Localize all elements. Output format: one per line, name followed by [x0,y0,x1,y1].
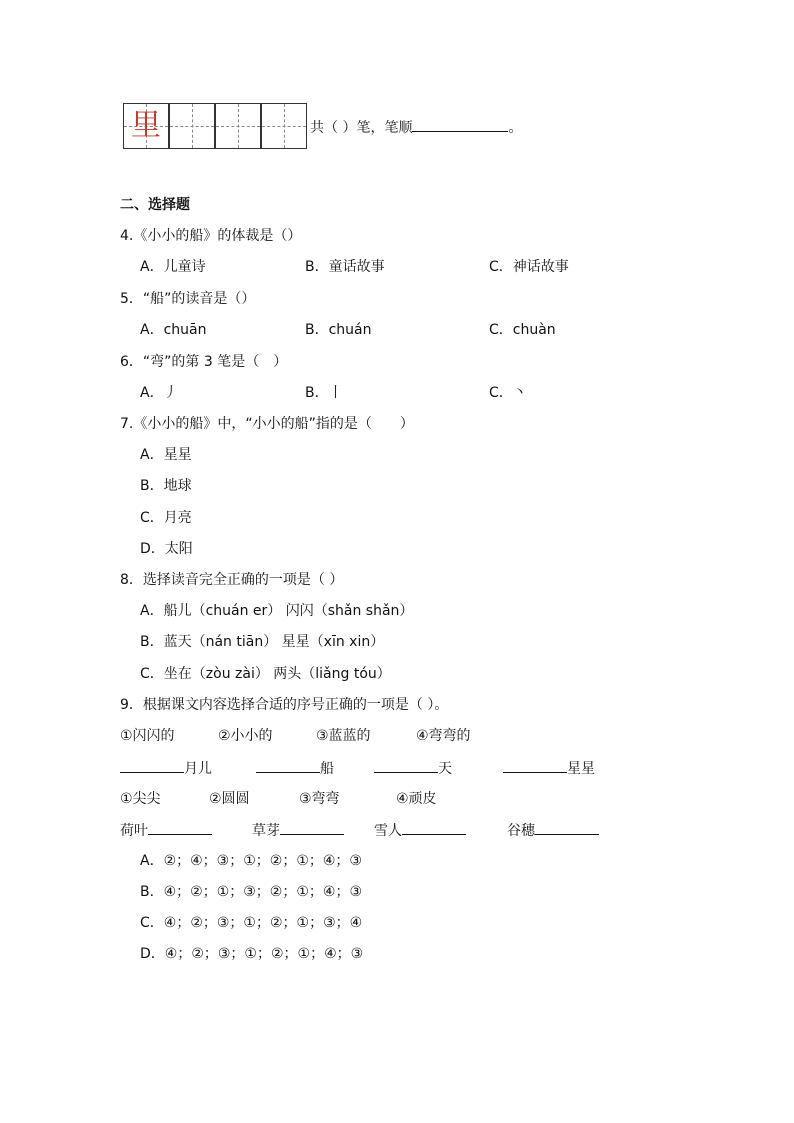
q5-option-b[interactable]: B．chuán [305,322,372,338]
q9-word-7: ③弯弯 [299,791,340,807]
q8-option-b[interactable]: B．蓝天（nán tiān） 星星（xīn xin） [140,634,385,650]
q8-option-a[interactable]: A．船儿（chuán er） 闪闪（shǎn shǎn） [140,603,414,619]
q9-word-1: ①闪闪的 [120,728,175,744]
answer-blank[interactable] [148,820,212,835]
question-6-stem: 6．“弯”的第 3 笔是（ ） [120,354,288,370]
question-8-stem: 8．选择读音完全正确的一项是（ ） [120,572,344,588]
question-9-stem: 9．根据课文内容选择合适的序号正确的一项是（ ）。 [120,697,449,713]
q9-word-2: ②小小的 [218,728,273,744]
q9-blank-row-1-item-3: 天 [374,758,452,779]
q9-option-d[interactable]: D．④；②；③；①；②；①；④；③ [140,946,364,962]
q9-option-b[interactable]: B．④；②；①；③；②；①；④；③ [140,884,363,900]
q6-option-b[interactable]: B．丨 [305,385,343,401]
q9-blank-row-1-item-2: 船 [256,758,334,779]
q9-option-c[interactable]: C．④；②；③；①；②；①；③；④ [140,915,363,931]
answer-blank[interactable] [280,820,344,835]
q4-option-a[interactable]: A．儿童诗 [140,259,206,275]
q4-option-b[interactable]: B．童话故事 [305,259,385,275]
answer-blank[interactable] [535,820,599,835]
q7-option-d[interactable]: D．太阳 [140,541,193,557]
grid-cell[interactable] [169,103,215,149]
answer-blank[interactable] [256,758,320,773]
q9-blank-row-2-item-2: 草芽 [252,820,344,841]
q7-option-a[interactable]: A．星星 [140,447,192,463]
q9-blank-row-2-item-1: 荷叶 [120,820,212,841]
q9-blank-row-1-item-4: 星星 [503,758,595,779]
q4-option-c[interactable]: C．神话故事 [489,259,569,275]
answer-blank[interactable] [120,758,184,773]
q9-option-a[interactable]: A．②；④；③；①；②；①；④；③ [140,853,362,869]
q7-option-c[interactable]: C．月亮 [140,510,192,526]
question-5-stem: 5．“船”的读音是（） [120,291,256,307]
q9-blank-row-1-item-1: 月儿 [120,758,212,779]
grid-cell[interactable] [261,103,307,149]
q5-option-c[interactable]: C．chuàn [489,322,556,338]
q9-blank-row-2-item-3: 雪人 [374,820,466,841]
q6-option-a[interactable]: A．丿 [140,385,178,401]
q7-option-b[interactable]: B．地球 [140,478,192,494]
grid-cell[interactable] [215,103,261,149]
answer-blank[interactable] [402,820,466,835]
q9-word-5: ①尖尖 [120,791,161,807]
q8-option-c[interactable]: C．坐在（zòu zài） 两头（liǎng tóu） [140,666,391,682]
stroke-grid [123,103,307,149]
section-title: 二、选择题 [120,197,190,213]
q9-word-8: ④顽皮 [396,791,437,807]
q9-word-4: ④弯弯的 [416,728,471,744]
stroke-order-blank[interactable] [412,117,508,132]
answer-blank[interactable] [374,758,438,773]
q9-word-6: ②圆圆 [209,791,250,807]
answer-blank[interactable] [503,758,567,773]
question-4-stem: 4.《小小的船》的体裁是（） [120,228,302,244]
grid-cell-character [123,103,169,149]
q6-option-c[interactable]: C．丶 [489,385,527,401]
q9-word-3: ③蓝蓝的 [316,728,371,744]
question-7-stem: 7.《小小的船》中，“小小的船”指的是（ ） [120,416,414,432]
grid-character: 里 [131,108,161,143]
q5-option-a[interactable]: A．chuān [140,322,207,338]
stroke-question-text: 共（ ）笔，笔顺 。 [310,117,522,138]
q9-blank-row-2-item-4: 谷穗 [507,820,599,841]
